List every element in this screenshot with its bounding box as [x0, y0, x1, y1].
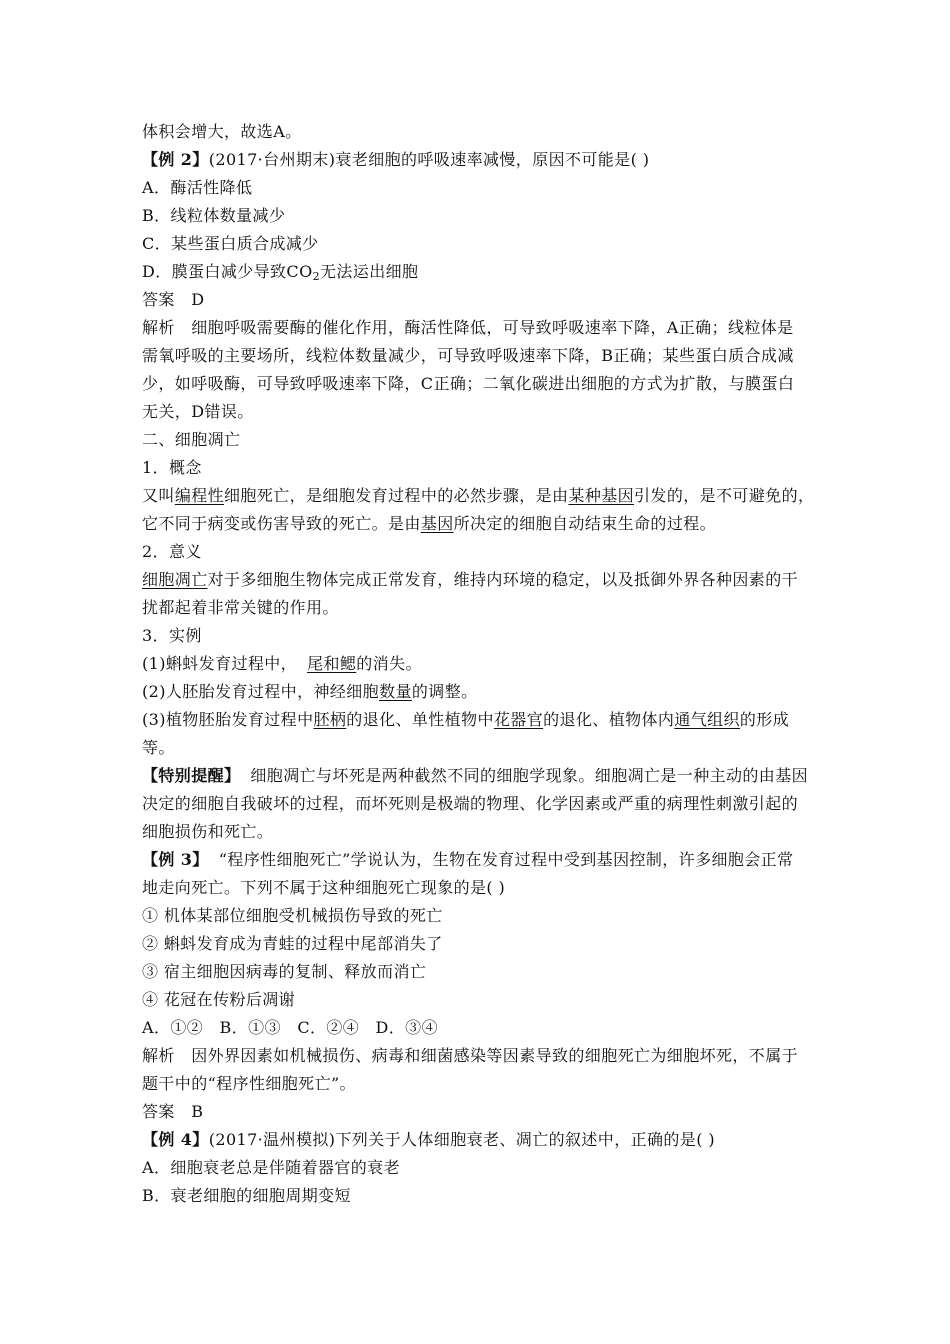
text: (2)人胚胎发育过程中，神经细胞	[142, 682, 380, 701]
text: 引发的，是不可避免的，	[634, 486, 815, 505]
text: 细胞死亡，是细胞发育过程中的必然步骤，是由	[224, 486, 569, 505]
key-term: 数量	[379, 682, 412, 701]
concept-line-2	[142, 513, 716, 535]
text: 细胞凋亡与坏死是两种截然不同的细胞学现象。细胞凋亡是一种主动的由基因	[250, 766, 809, 785]
example-3-question	[142, 849, 793, 871]
text: 的形成	[739, 710, 790, 729]
example-label: 【例 2】	[142, 150, 209, 169]
option-d	[142, 261, 418, 288]
explanation-line: 无关，D错误。	[142, 402, 254, 421]
option-c: C．某些蛋白质合成减少	[142, 234, 319, 253]
option-a: A．细胞衰老总是伴随着器官的衰老	[142, 1158, 400, 1177]
tip-label: 【特别提醒】	[142, 766, 241, 785]
text: 它不同于病变或伤害导致的死亡。是由	[142, 514, 421, 533]
example-label: 【例 3】	[142, 850, 209, 869]
explanation-line: 少，如呼吸酶，可导致呼吸速率下降，C正确；二氧化碳进出细胞的方式为扩散，与膜蛋白	[142, 374, 795, 393]
key-term: 尾和鳃	[307, 654, 357, 673]
question-text: “程序性细胞死亡”学说认为，生物在发育过程中受到基因控制，许多细胞会正常	[218, 850, 794, 869]
text: 的退化、植物体内	[543, 710, 675, 729]
key-term: 通气组织	[674, 710, 740, 729]
text: (1)蝌蚪发育过程中，	[142, 654, 298, 673]
question-text: (2017·温州模拟)下列关于人体细胞衰老、凋亡的叙述中，正确的是( )	[208, 1130, 715, 1149]
statement-3: ③ 宿主细胞因病毒的复制、释放而消亡	[142, 962, 427, 981]
example-2-question	[142, 149, 649, 171]
text: 的消失。	[356, 654, 422, 673]
answer: 答案 D	[142, 290, 205, 309]
subscript: 2	[312, 270, 320, 283]
explanation-line: 题干中的“程序性细胞死亡”。	[142, 1074, 356, 1093]
text: (3)植物胚胎发育过程中	[142, 710, 314, 729]
statement-1: ① 机体某部位细胞受机械损伤导致的死亡	[142, 906, 443, 925]
option-d-text: D．膜蛋白减少导致CO	[142, 262, 313, 281]
question-line: 地走向死亡。下列不属于这种细胞死亡现象的是( )	[142, 878, 506, 897]
text: 的调整。	[411, 682, 478, 701]
example-4-question	[142, 1129, 715, 1151]
example-item-3	[142, 709, 789, 731]
section-heading: 二、细胞凋亡	[142, 430, 241, 449]
statement-2: ② 蝌蚪发育成为青蛙的过程中尾部消失了	[142, 934, 443, 953]
key-term: 细胞凋亡	[142, 570, 208, 589]
option-b: B．线粒体数量减少	[142, 206, 286, 225]
explanation-line: 解析 因外界因素如机械损伤、病毒和细菌感染等因素导致的细胞死亡为细胞坏死，不属于	[142, 1046, 799, 1065]
example-label: 【例 4】	[142, 1130, 209, 1149]
example-item-3-cont: 等。	[142, 738, 175, 757]
key-term: 花器官	[493, 710, 544, 729]
explanation-line: 需氧呼吸的主要场所，线粒体数量减少，可导致呼吸速率下降，B正确；某些蛋白质合成减	[142, 346, 794, 365]
tip-line-1	[142, 765, 808, 787]
answer-choices: A．①② B．①③ C．②④ D．③④	[142, 1018, 438, 1037]
key-term: 某种基因	[568, 486, 635, 505]
significance-line-2: 扰都起着非常关键的作用。	[142, 598, 339, 617]
significance-line-1	[142, 569, 798, 591]
text-line: 体积会增大，故选A。	[142, 122, 302, 141]
key-term: 编程性	[174, 486, 225, 505]
text: 对于多细胞生物体完成正常发育，维持内环境的稳定，以及抵御外界各种因素的干	[207, 570, 799, 589]
question-text: (2017·台州期末)衰老细胞的呼吸速率减慢，原因不可能是( )	[208, 150, 650, 169]
statement-4: ④ 花冠在传粉后凋谢	[142, 990, 296, 1009]
tip-line-3: 细胞损伤和死亡。	[142, 822, 274, 841]
option-b: B．衰老细胞的细胞周期变短	[142, 1186, 351, 1205]
concept-line-1	[142, 485, 814, 507]
option-a: A．酶活性降低	[142, 178, 253, 197]
subheading: 3．实例	[142, 626, 202, 645]
option-d-text-end: 无法运出细胞	[320, 262, 419, 281]
key-term: 胚柄	[313, 710, 347, 729]
text: 所决定的细胞自动结束生命的过程。	[453, 514, 717, 533]
example-item-1	[142, 653, 422, 675]
text: 的退化、单性植物中	[346, 710, 494, 729]
key-term: 基因	[420, 514, 454, 533]
subheading: 2．意义	[142, 542, 202, 561]
example-item-2	[142, 681, 478, 703]
answer: 答案 B	[142, 1102, 204, 1121]
text: 又叫	[142, 486, 175, 505]
subheading: 1．概念	[142, 458, 202, 477]
explanation-line: 解析 细胞呼吸需要酶的催化作用，酶活性降低，可导致呼吸速率下降，A正确；线粒体是	[142, 318, 794, 337]
tip-line-2: 决定的细胞自我破坏的过程，而坏死则是极端的物理、化学因素或严重的病理性刺激引起的	[142, 794, 799, 813]
